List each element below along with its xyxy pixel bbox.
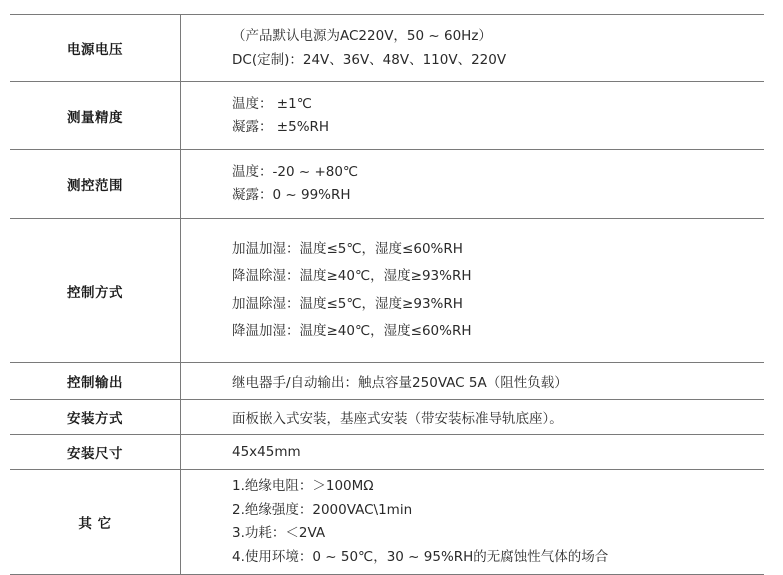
- value-line: 加温加湿：温度≤5℃，湿度≤60%RH: [232, 240, 463, 257]
- value-line: 温度： ±1℃: [232, 95, 312, 112]
- row-value: [181, 15, 764, 81]
- value-line: 4.使用环境：0 ~ 50℃，30 ~ 95%RH的无腐蚀性气体的场合: [232, 548, 609, 565]
- value-line: 凝露：0 ~ 99%RH: [232, 187, 351, 203]
- value-line: 面板嵌入式安装，基座式安装（带安装标准导轨底座）。: [232, 411, 563, 427]
- spec-row-mounting: [10, 399, 764, 434]
- value-line: 温度：-20 ~ +80℃: [232, 164, 359, 180]
- spec-row-control-output: [10, 362, 764, 399]
- value-line: 继电器手/自动输出：触点容量250VAC 5A（阻性负载）: [232, 375, 568, 391]
- row-value: [181, 150, 764, 218]
- spec-row-other: [10, 469, 764, 575]
- row-label: 控制方式: [10, 219, 181, 362]
- spec-row-range: [10, 149, 764, 218]
- value-line: 45x45mm: [232, 444, 301, 460]
- value-line: （产品默认电源为AC220V，50 ~ 60Hz）: [232, 28, 492, 44]
- row-value: [181, 435, 764, 469]
- row-label: 测量精度: [10, 82, 181, 149]
- row-value: [181, 400, 764, 434]
- value-line: 降温除湿：温度≥40℃，湿度≥93%RH: [232, 268, 472, 284]
- row-label: 安装方式: [10, 400, 181, 434]
- spec-row-dimensions: [10, 434, 764, 469]
- spec-row-control-mode: [10, 218, 764, 362]
- value-line: 降温加湿：温度≥40℃，湿度≤60%RH: [232, 323, 472, 339]
- row-label: 安装尺寸: [10, 435, 181, 469]
- row-label: 测控范围: [10, 150, 181, 218]
- row-label: 控制输出: [10, 363, 181, 399]
- value-line: DC(定制)：24V、36V、48V、110V、220V: [232, 52, 507, 68]
- row-label: 电源电压: [10, 15, 181, 81]
- spec-row-power-voltage: [10, 14, 764, 81]
- spec-table: [10, 14, 764, 575]
- value-line: 2.绝缘强度：2000VAC\1min: [232, 501, 413, 518]
- value-line: 3.功耗：＜2VA: [232, 525, 326, 541]
- row-label: 其 它: [10, 470, 181, 574]
- spec-row-accuracy: [10, 81, 764, 149]
- value-line: 加温除湿：温度≤5℃，湿度≥93%RH: [232, 295, 463, 312]
- value-line: 1.绝缘电阻：＞100MΩ: [232, 478, 374, 494]
- row-value: [181, 82, 764, 149]
- row-value: [181, 363, 764, 399]
- value-line: 凝露： ±5%RH: [232, 118, 330, 135]
- row-value: [181, 219, 764, 362]
- row-value: [181, 470, 764, 574]
